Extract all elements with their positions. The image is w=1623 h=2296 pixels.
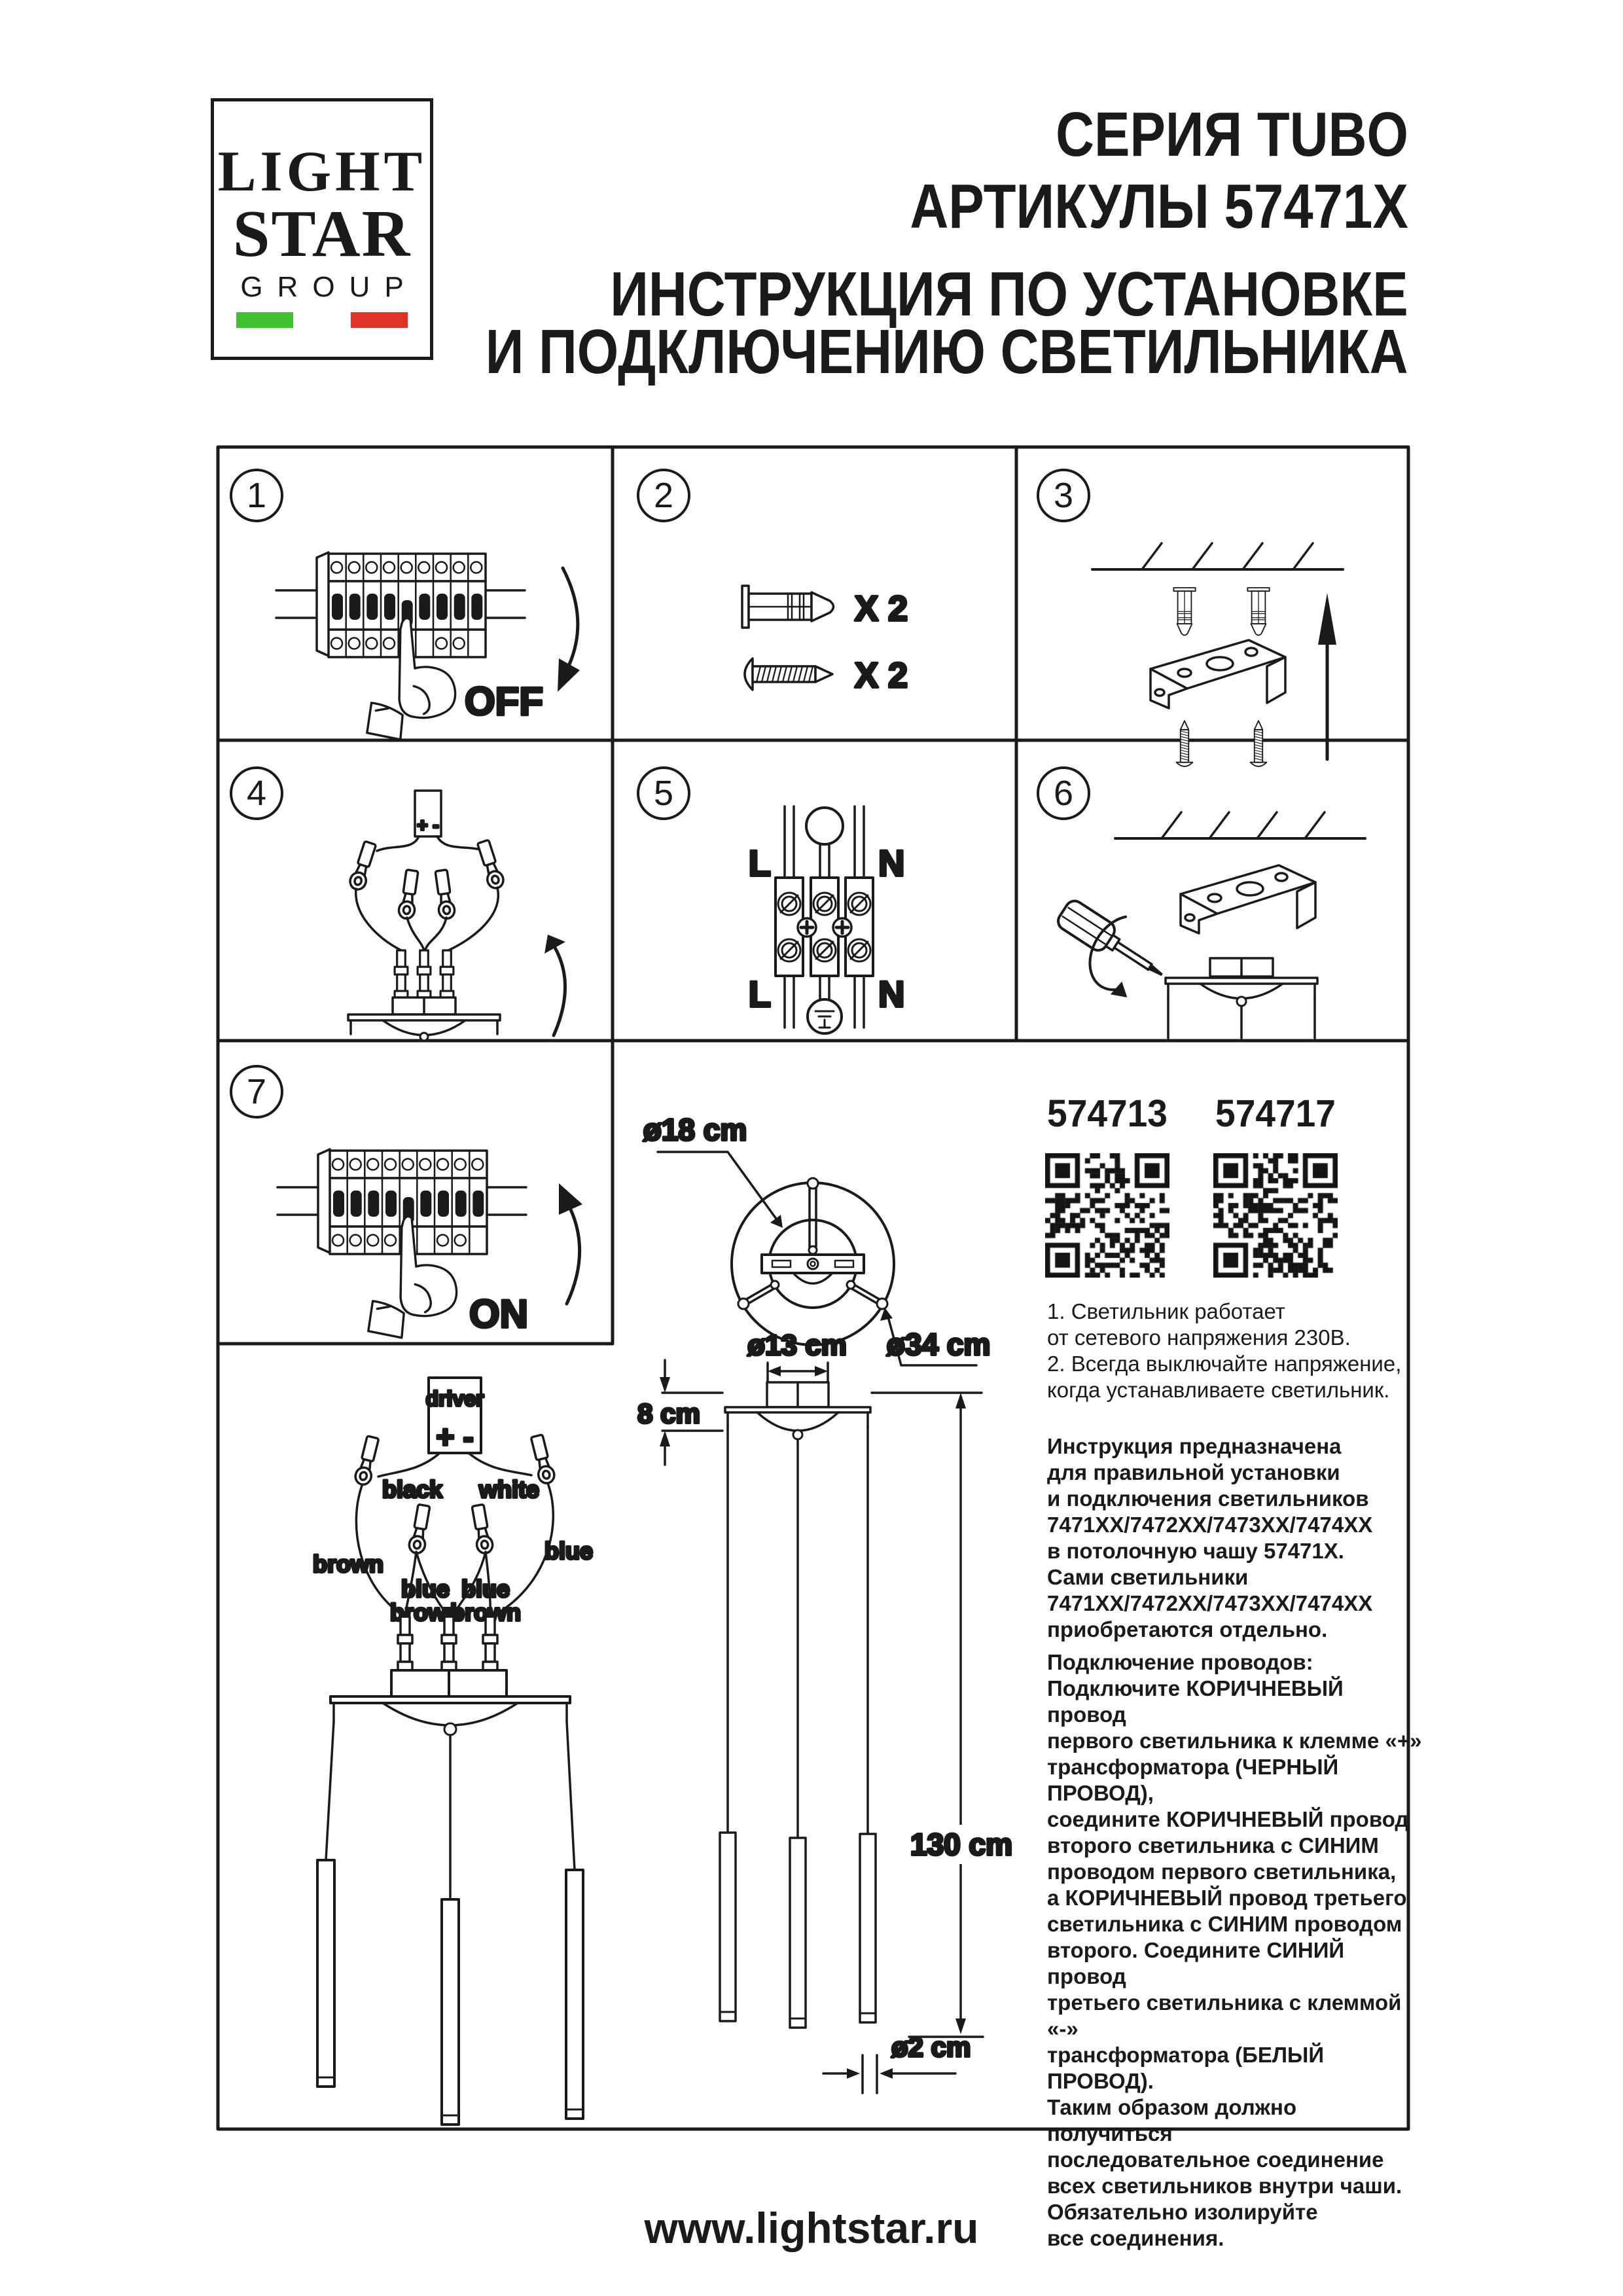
- step-3-number: 3: [1053, 476, 1074, 515]
- connection-line: все соединения.: [1047, 2226, 1224, 2250]
- pair2-brown-label: brown: [450, 1599, 521, 1626]
- connection-line: последовательное соединение: [1047, 2147, 1384, 2172]
- driver-polarity-label: + -: [417, 815, 439, 835]
- connection-line: Таким образом должно получиться: [1047, 2095, 1297, 2145]
- blue-wire-label: blue: [544, 1537, 594, 1564]
- logo-star: STAR: [232, 197, 412, 271]
- screw-qty-label: X 2: [855, 656, 908, 695]
- brown-wire-label: brown: [313, 1551, 383, 1577]
- note-line: от сетевого напряжения 230В.: [1047, 1325, 1351, 1350]
- logo-group: GROUP: [240, 271, 418, 303]
- note-line: 1. Светильник работает: [1047, 1299, 1285, 1323]
- terminal-bottom-l-label: L: [748, 973, 771, 1014]
- step-2-number: 2: [653, 476, 674, 515]
- articles-title: АРТИКУЛЫ 57471X: [910, 171, 1408, 242]
- intro-line: приобретаются отдельно.: [1047, 1617, 1328, 1641]
- black-wire-label: black: [382, 1476, 443, 1503]
- safety-notes: [1047, 1299, 1423, 1403]
- step7-power-on-diagram: [277, 1149, 582, 1338]
- pair1-blue-label: blue: [401, 1575, 450, 1602]
- intro-line: и подключения светильников: [1047, 1486, 1369, 1511]
- driver-polarity: + -: [436, 1420, 474, 1455]
- step-7-number: 7: [246, 1072, 267, 1111]
- pair2-blue-label: blue: [461, 1575, 510, 1602]
- outer-diameter-label: ø34 cm: [886, 1327, 991, 1361]
- step-4-number: 4: [246, 774, 267, 813]
- connection-line: соедините КОРИЧНЕВЫЙ провод: [1047, 1807, 1409, 1831]
- step4-driver-wiring-diagram: [348, 791, 565, 1041]
- page-title-line2: И ПОДКЛЮЧЕНИЮ СВЕТИЛЬНИКА: [486, 317, 1408, 387]
- step5-terminal-block-diagram: [749, 806, 905, 1033]
- article-number-574713: 574713: [1047, 1092, 1168, 1135]
- step-6-number: 6: [1053, 774, 1074, 813]
- inner-diameter-label: ø18 cm: [643, 1113, 747, 1147]
- intro-line: Инструкция предназначена: [1047, 1434, 1342, 1458]
- pendant-wiring-diagram: [313, 1378, 593, 2125]
- qr-code-left: [1045, 1153, 1169, 1278]
- connection-line: трансформатора (БЕЛЫЙ ПРОВОД).: [1047, 2043, 1325, 2093]
- intro-line: 7471XX/7472XX/7473XX/7474XX: [1047, 1513, 1373, 1537]
- pair1-brown-label: brown: [390, 1599, 461, 1626]
- intro-line: Сами светильники: [1047, 1565, 1249, 1589]
- anchor-qty-label: X 2: [855, 589, 908, 628]
- step6-canopy-fixing-diagram: [1039, 812, 1365, 1038]
- driver-label: driver: [425, 1387, 484, 1410]
- qr-code-right: [1213, 1153, 1338, 1278]
- pendant-dimensions-diagram: [637, 1329, 1012, 2093]
- canopy-diameter-label: ø13 cm: [747, 1329, 847, 1361]
- note-line: когда устанавливаете светильник.: [1047, 1378, 1390, 1402]
- connection-line: второго. Соедините СИНИЙ провод: [1047, 1938, 1345, 1988]
- intro-line: для правильной установки: [1047, 1460, 1340, 1484]
- connection-line: Подключение проводов:: [1047, 1650, 1313, 1674]
- connection-line: трансформатора (ЧЕРНЫЙ ПРОВОД),: [1047, 1755, 1339, 1805]
- connection-line: светильника с СИНИМ проводом: [1047, 1912, 1402, 1936]
- connection-line: первого светильника к клемме «+»: [1047, 1729, 1422, 1753]
- series-title: СЕРИЯ TUBO: [1056, 99, 1408, 170]
- step-5-number: 5: [653, 774, 674, 813]
- connection-paragraph: [1047, 1649, 1423, 2251]
- step3-bracket-mounting-diagram: [1092, 543, 1343, 766]
- white-wire-label: white: [479, 1476, 540, 1503]
- terminal-bottom-n-label: N: [878, 973, 905, 1014]
- step1-power-off-diagram: [276, 552, 580, 740]
- step-1-number: 1: [246, 476, 267, 515]
- off-label: OFF: [465, 679, 543, 723]
- connection-line: проводом первого светильника,: [1047, 1859, 1397, 1884]
- page-title-line1: ИНСТРУКЦИЯ ПО УСТАНОВКЕ: [610, 259, 1408, 329]
- website-url: www.lightstar.ru: [644, 2204, 979, 2252]
- screwdriver-icon: [1039, 886, 1178, 1012]
- connection-line: а КОРИЧНЕВЫЙ провод третьего: [1047, 1886, 1407, 1910]
- note-line: 2. Всегда выключайте напряжение,: [1047, 1352, 1402, 1376]
- terminal-top-n-label: N: [878, 842, 905, 884]
- article-number-574717: 574717: [1215, 1092, 1336, 1135]
- tube-diameter-label: ø2 cm: [891, 2032, 971, 2062]
- canopy-height-label: 8 cm: [637, 1398, 700, 1429]
- cable-length-label: 130 cm: [910, 1827, 1013, 1861]
- terminal-top-l-label: L: [748, 842, 771, 884]
- connection-line: Подключите КОРИЧНЕВЫЙ провод: [1047, 1676, 1344, 1727]
- step2-hardware-diagram: [742, 586, 908, 695]
- intro-line: 7471XX/7472XX/7473XX/7474XX: [1047, 1591, 1373, 1615]
- connection-line: третьего светильника с клеммой «-»: [1047, 1990, 1402, 2041]
- connection-line: второго светильника с СИНИМ: [1047, 1833, 1379, 1857]
- intro-line: в потолочную чашу 57471X.: [1047, 1539, 1344, 1563]
- on-label: ON: [469, 1292, 528, 1336]
- connection-line: всех светильников внутри чаши.: [1047, 2174, 1402, 2198]
- connection-line: Обязательно изолируйте: [1047, 2200, 1318, 2224]
- logo-light: LIGHT: [217, 140, 427, 204]
- top-view-dimensions-diagram: [643, 1113, 991, 1365]
- intro-paragraph: [1047, 1433, 1423, 1643]
